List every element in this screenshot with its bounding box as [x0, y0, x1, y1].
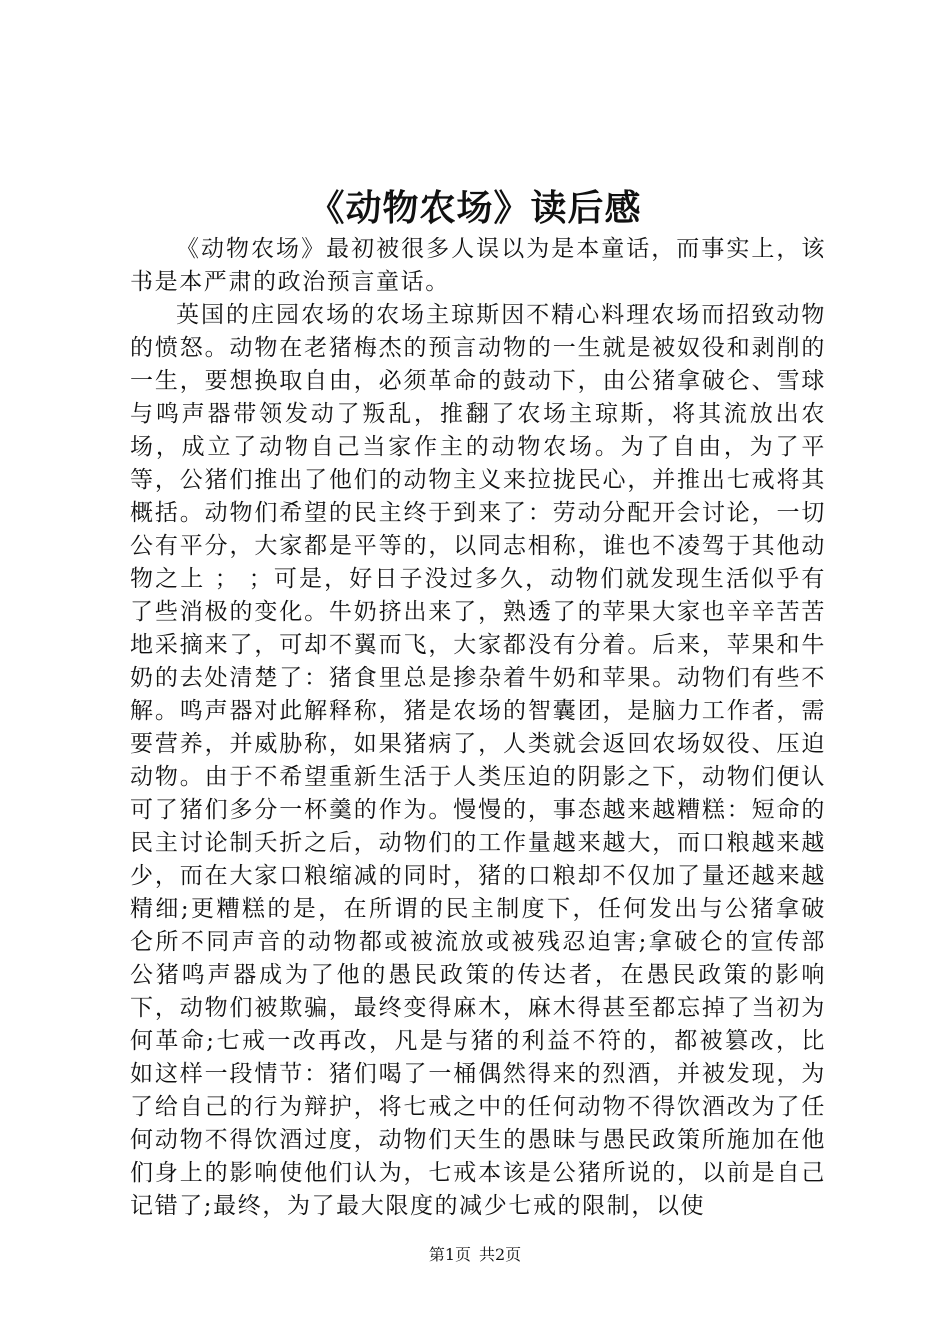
document-body — [130, 233, 826, 1223]
page-number: 第1页 — [428, 1245, 471, 1264]
paragraph: 《动物农场》最初被很多人误以为是本童话，而事实上，该书是本严肃的政治预言童话。 — [130, 236, 826, 295]
document-title: 《动物农场》读后感 — [308, 187, 642, 229]
page-footer — [0, 1244, 950, 1266]
paragraph: 英国的庄园农场的农场主琼斯因不精心料理农场而招致动物的愤怒。动物在老猪梅杰的预言动物的一生就是被奴役和剥削的一生，要想换取自由，必须革命的鼓动下，由公猪拿破仑、雪球与鸣声器带领发动了叛乱，推翻了农场主琼斯，将其流放出农场，成立了动物自己当家作主的动物农场。为了自由，为了平等，公猪们推出了他们的动物主义来拉拢民心，并推出七戒将其概括。动物们希望的民主终于到来了：劳动分配开会讨论，一切公有平分，大家都是平等的，以同志相称，谁也不凌驾于其他动物之上 ； ；可是，好日子没过多久，动物们就发现生活似乎有了些消极的变化。牛奶挤出来了，熟透了的苹果大家也辛辛苦苦地采摘来了，可却不翼而飞，大家都没有分着。后来，苹果和牛奶的去处清楚了：猪食里总是掺杂着牛奶和苹果。动物们有些不解。鸣声器对此解释称，猪是农场的智囊团，是脑力工作者，需要营养，并威胁称，如果猪病了，人类就会返回农场奴役、压迫动物。由于不希望重新生活于人类压迫的阴影之下，动物们便认可了猪们多分一杯羹的作为。慢慢的，事态越来越糟糕：短命的民主讨论制夭折之后，动物们的工作量越来越大，而口粮越来越少，而在大家口粮缩减的同时，猪的口粮却不仅加了量还越来越精细;更糟糕的是，在所谓的民主制度下，任何发出与公猪拿破仑所不同声音的动物都或被流放或被残忍迫害;拿破仑的宣传部公猪鸣声器成为了他的愚民政策的传达者，在愚民政策的影响下，动物们被欺骗，最终变得麻木，麻木得甚至都忘掉了当初为何革命;七戒一改再改，凡是与猪的利益不符的，都被篡改，比如这样一段情节：猪们喝了一桶偶然得来的烈酒，并被发现，为了给自己的行为辩护，将七戒之中的任何动物不得饮酒改为了任何动物不得饮酒过度，动物们天生的愚昧与愚民政策所施加在他们身上的影响使他们认为，七戒本该是公猪所说的，以前是自己记错了;最终，为了最大限度的减少七戒的限制，以使 — [130, 302, 826, 1219]
page-total: 共2页 — [479, 1245, 522, 1264]
